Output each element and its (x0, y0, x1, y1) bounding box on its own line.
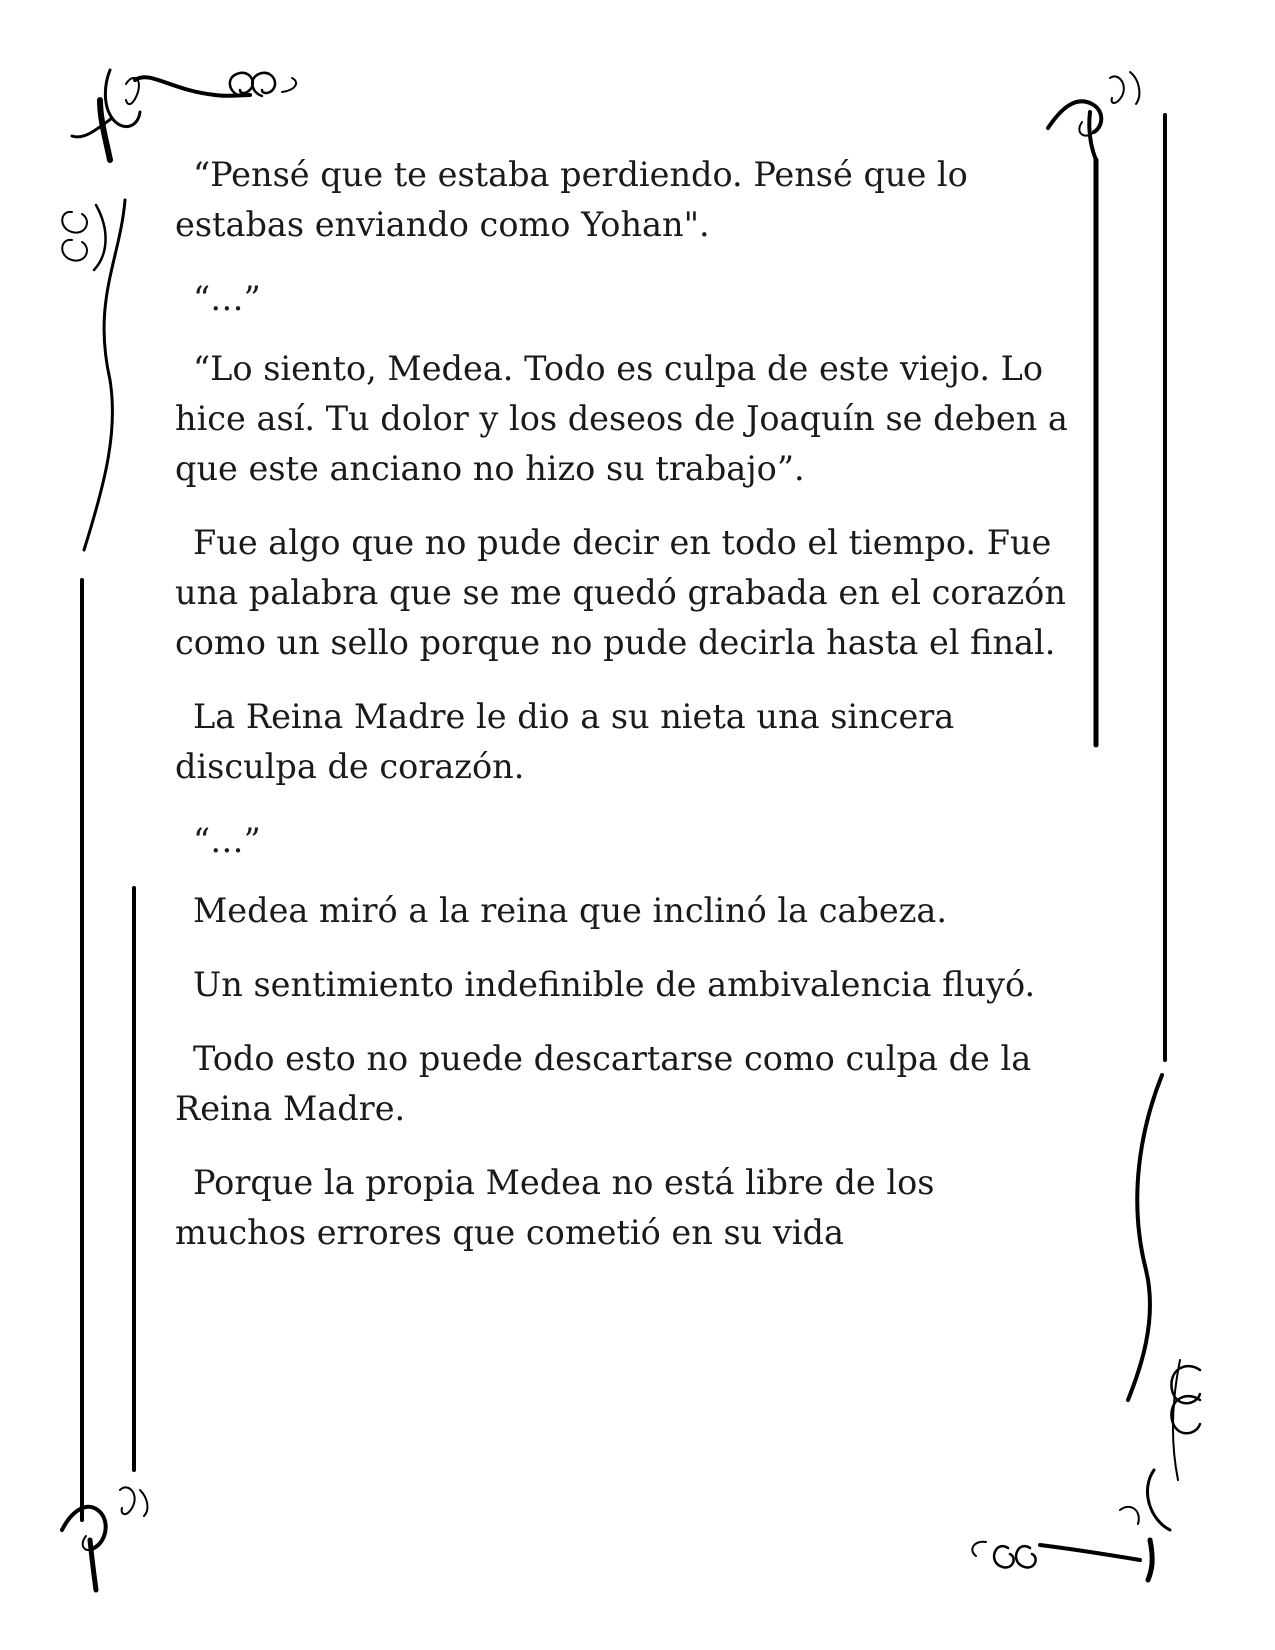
flourish-bottom-left (62, 1487, 147, 1590)
story-text (175, 150, 1075, 1282)
paragraph: La Reina Madre le dio a su nieta una sincera disculpa de corazón. (175, 697, 955, 786)
paragraph: Porque la propia Medea no está libre de los muchos errores que cometió en su vida (175, 1163, 935, 1252)
paragraph: “Pensé que te estaba perdiendo. Pensé que lo estabas enviando como Yohan". (175, 155, 968, 244)
paragraph: Medea miró a la reina que inclinó la cabeza. (193, 891, 948, 930)
paragraph: Un sentimiento indefinible de ambivalencia fluyó. (193, 965, 1036, 1004)
paragraph: Fue algo que no pude decir en todo el tiempo. Fue una palabra que se me quedó grabada en el corazón como un sello porque no pude decirla hasta el final. (175, 523, 1066, 662)
paragraph: “…” (193, 821, 261, 860)
paragraph: “…” (193, 279, 261, 318)
paragraph: Todo esto no puede descartarse como culpa de la Reina Madre. (175, 1039, 1032, 1128)
border-lines-left (82, 580, 134, 1520)
paragraph: “Lo siento, Medea. Todo es culpa de este viejo. Lo hice así. Tu dolor y los deseos de Joaquín se deben a que este anciano no hizo su trabajo”. (175, 349, 1068, 488)
